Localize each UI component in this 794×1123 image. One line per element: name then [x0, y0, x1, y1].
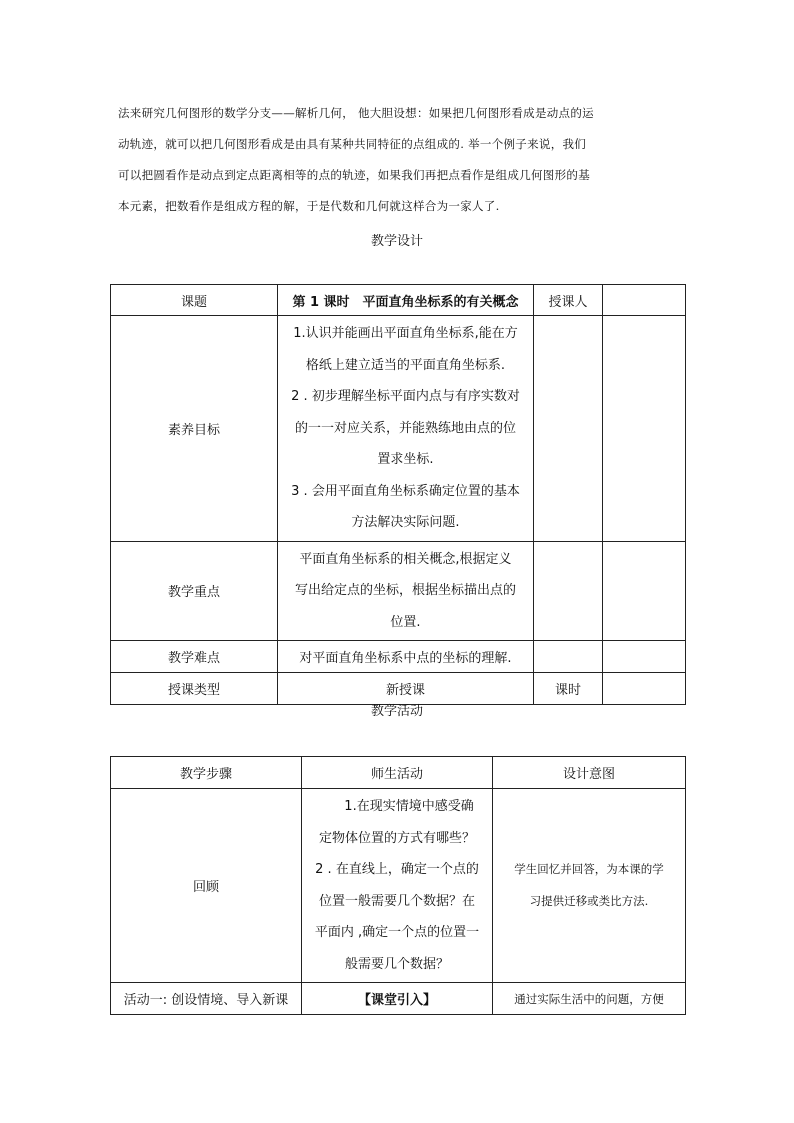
activity1-row	[111, 983, 686, 1015]
difficulty-content: 对平面直角坐标系中点的坐标的理解.	[278, 641, 534, 673]
goals-empty-1	[534, 316, 603, 542]
difficulty-empty-1	[534, 641, 603, 673]
key-line: 位置.	[390, 614, 421, 630]
goals-line: 2 . 初步理解坐标平面内点与有序实数对	[291, 389, 520, 404]
review-line: 位置一般需要几个数据？在	[318, 893, 475, 909]
review-row	[111, 789, 686, 983]
intent-line: 学生回忆并回答，为本课的学	[514, 862, 664, 876]
type-value: 新授课	[278, 673, 534, 705]
key-line: 写出给定点的坐标，根据坐标描出点的	[294, 583, 516, 598]
intro-line: 动轨迹，就可以把几何图形看成是由具有某种共同特征的点组成的. 举一个例子来说，我们	[118, 137, 587, 151]
activity1-intent: 通过实际生活中的问题，方便	[493, 983, 686, 1015]
difficulty-empty-2	[603, 641, 686, 673]
intro-paragraph	[118, 98, 688, 222]
type-label: 授课类型	[111, 673, 278, 705]
design-section-title: 教学设计	[370, 234, 423, 249]
goals-line: 方法解决实际问题.	[351, 515, 460, 530]
review-line: 般需要几个数据？	[344, 956, 449, 972]
activity1-content: 【课堂引入】	[302, 983, 493, 1015]
goals-line: 格纸上建立适当的平面直角坐标系.	[305, 357, 506, 373]
key-row	[111, 541, 686, 641]
goals-empty-2	[603, 316, 686, 542]
goals-label: 素养目标	[111, 316, 278, 542]
key-label: 教学重点	[111, 541, 278, 641]
goals-row	[111, 316, 686, 542]
key-content	[278, 541, 534, 641]
intro-line: 可以把圆看作是动点到定点距离相等的点的轨迹，如果我们再把点看作是组成几何图形的基	[118, 168, 590, 182]
header-steps: 教学步骤	[111, 757, 302, 789]
header-intent: 设计意图	[493, 757, 686, 789]
topic-value: 第 1 课时 平面直角坐标系的有关概念	[278, 285, 534, 316]
goals-line: 3 . 会用平面直角坐标系确定位置的基本	[291, 483, 520, 499]
review-content	[302, 789, 493, 983]
teacher-label: 授课人	[534, 285, 603, 316]
intro-line: 本元素，把数看作是组成方程的解，于是代数和几何就这样合为一家人了.	[118, 199, 500, 213]
key-line: 平面直角坐标系的相关概念,根据定义	[299, 551, 512, 567]
goals-content	[278, 316, 534, 542]
design-header-row	[111, 285, 686, 316]
hours-label: 课时	[534, 673, 603, 705]
teacher-value	[603, 285, 686, 316]
activity-header-row	[111, 757, 686, 789]
intro-line: 法来研究几何图形的数学分支——解析几何， 他大胆设想：如果把几何图形看成是动点的运	[118, 106, 594, 120]
review-step: 回顾	[111, 789, 302, 983]
difficulty-row	[111, 641, 686, 673]
header-activities: 师生活动	[302, 757, 493, 789]
review-line: 平面内 ,确定一个点的位置一	[314, 925, 480, 940]
goals-line: 的一一对应关系，并能熟练地由点的位	[294, 420, 516, 436]
review-line: 1.在现实情境中感受确	[344, 799, 474, 814]
goals-line: 置求坐标.	[377, 452, 434, 467]
review-intent	[493, 789, 686, 983]
key-empty-2	[603, 541, 686, 641]
intent-line: 习提供迁移或类比方法.	[529, 893, 649, 908]
activity1-step: 活动一: 创设情境、导入新课	[111, 983, 302, 1015]
review-line: 定物体位置的方式有哪些？	[318, 830, 475, 846]
key-empty-1	[534, 541, 603, 641]
goals-line: 1.认识并能画出平面直角坐标系,能在方	[293, 326, 518, 341]
activity-section-title: 教学活动	[370, 704, 423, 719]
difficulty-label: 教学难点	[111, 641, 278, 673]
activity-table	[110, 756, 686, 1015]
topic-label: 课题	[111, 285, 278, 316]
design-table	[110, 284, 686, 705]
review-line: 2 . 在直线上，确定一个点的	[315, 862, 479, 877]
